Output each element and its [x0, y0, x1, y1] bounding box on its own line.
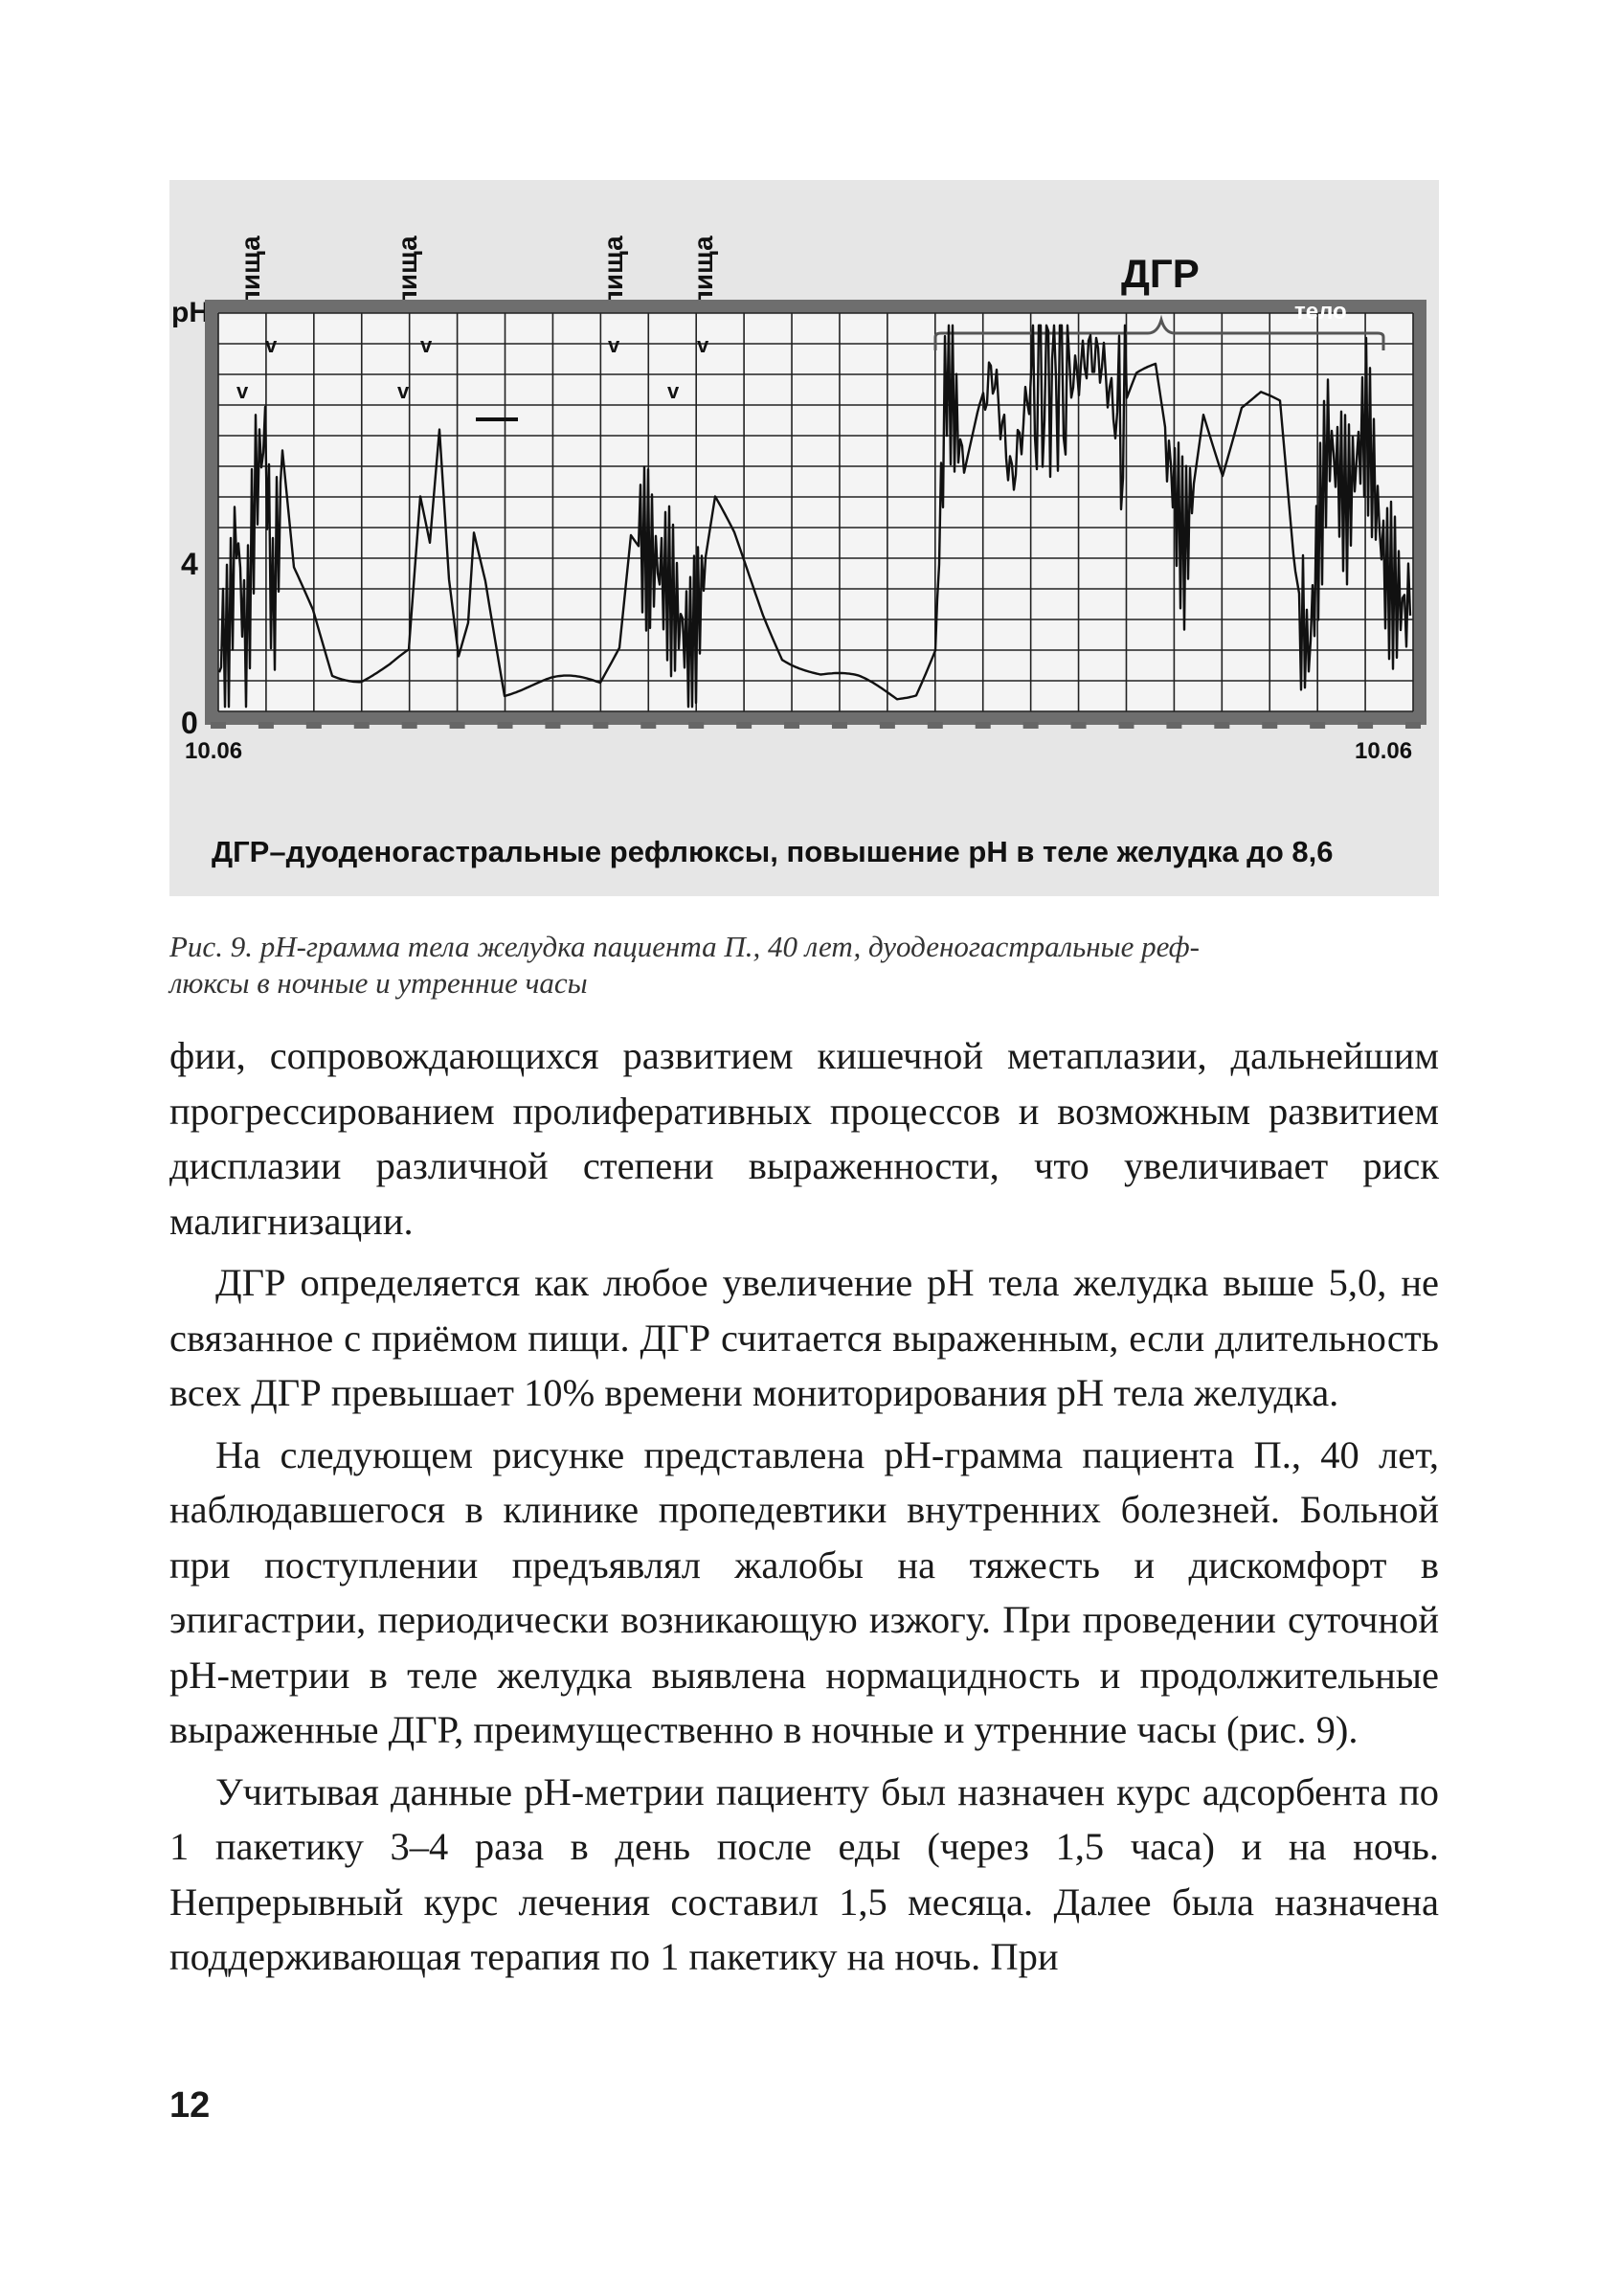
x-tick-mark: [1405, 722, 1421, 729]
x-tick-mark: [258, 722, 274, 729]
x-tick-mark: [593, 722, 608, 729]
x-tick-mark: [1214, 722, 1229, 729]
meal-marker-7: v: [667, 379, 680, 403]
x-tick-mark: [1071, 722, 1087, 729]
paragraph-2: ДГР определяется как любое увеличение рН тела желудка выше 5,0, не связанное с приёмом пищи. ДГР считается выраженным, если длительность всех ДГР превышает 10% времени мониторирования рН тела желудка.: [169, 1261, 1439, 1414]
meal-marker-5: v: [236, 379, 249, 403]
x-tick-mark: [1262, 722, 1277, 729]
x-tick-mark: [1358, 722, 1373, 729]
page-number: 12: [169, 2085, 211, 2126]
caption-line-1: Рис. 9. рН-грамма тела желудка пациента П., 40 лет, дуоденогастральные реф-: [169, 930, 1200, 963]
x-tick-mark: [211, 722, 226, 729]
meal-marker-2: v: [420, 333, 433, 357]
meal-marker-1: v: [265, 333, 278, 357]
meal-label-2: пища: [393, 236, 422, 306]
figure-caption: [169, 929, 1439, 1002]
x-tick-mark: [880, 722, 895, 729]
x-tick-mark: [736, 722, 752, 729]
x-tick-mark: [306, 722, 322, 729]
caption-line-2: люксы в ночные и утренние часы: [169, 966, 588, 1000]
y-tick-0: 0: [181, 706, 198, 740]
meal-label-3: пища: [598, 236, 628, 306]
y-tick-4: 4: [181, 547, 198, 581]
x-tick-mark: [640, 722, 656, 729]
meal-marker-4: v: [697, 333, 709, 357]
x-tick-mark: [832, 722, 847, 729]
x-start-label: 10.06: [185, 738, 243, 764]
x-tick-mark: [402, 722, 417, 729]
region-label: тело: [1294, 299, 1347, 325]
figure-legend: ДГР–дуоденогастральные рефлюксы, повышение рН в теле желудка до 8,6: [212, 835, 1334, 868]
x-tick-mark: [976, 722, 991, 729]
meal-marker-6: v: [397, 379, 410, 403]
x-tick-mark: [450, 722, 465, 729]
x-tick-mark: [784, 722, 799, 729]
x-tick-mark: [928, 722, 943, 729]
x-tick-mark: [498, 722, 513, 729]
ph-gram-chart: [169, 180, 1439, 896]
meal-label-1: пища: [236, 236, 265, 306]
x-end-label: 10.06: [1355, 738, 1413, 764]
x-tick-mark: [354, 722, 370, 729]
paragraph-3: На следующем рисунке представлена рН-грамма пациента П., 40 лет, наблюдавшегося в клинике пропедевтики внутренних болезней. Больной при поступлении предъявлял жалобы на тяжесть и дискомфорт в эпигастрии, периодически возникающую изжогу. При проведении суточной рН-метрии в теле желудка выявлена нормацидность и продолжительные выраженные ДГР, преимущественно в ночные и утренние часы (рис. 9).: [169, 1432, 1439, 1751]
x-tick-mark: [545, 722, 560, 729]
x-tick-mark: [688, 722, 704, 729]
paragraph-1: фии, сопровождающихся развитием кишечной метаплазии, дальнейшим прогрессированием пролиферативных процессов и возможным развитием дисплазии различной степени выраженности, что увеличивает риск малигнизации.: [169, 1034, 1439, 1243]
x-tick-mark: [1023, 722, 1039, 729]
y-axis-label: pH: [171, 297, 210, 328]
ph-gram-figure: [169, 180, 1439, 896]
paragraph-4: Учитывая данные рН-метрии пациенту был назначен курс адсорбента по 1 пакетику 3–4 раза в день после еды (через 1,5 часа) и на ночь. Непрерывный курс лечения составил 1,5 месяца. Далее была назначена поддерживающая терапия по 1 пакетику на ночь. При: [169, 1769, 1439, 1978]
x-tick-mark: [1166, 722, 1181, 729]
meal-marker-3: v: [608, 333, 620, 357]
dgr-label: ДГР: [1121, 251, 1200, 296]
x-tick-mark: [1310, 722, 1325, 729]
meal-label-4: пища: [688, 236, 718, 306]
body-text: [169, 1028, 1439, 1985]
plot-area: [212, 306, 1420, 718]
x-tick-mark: [1118, 722, 1134, 729]
